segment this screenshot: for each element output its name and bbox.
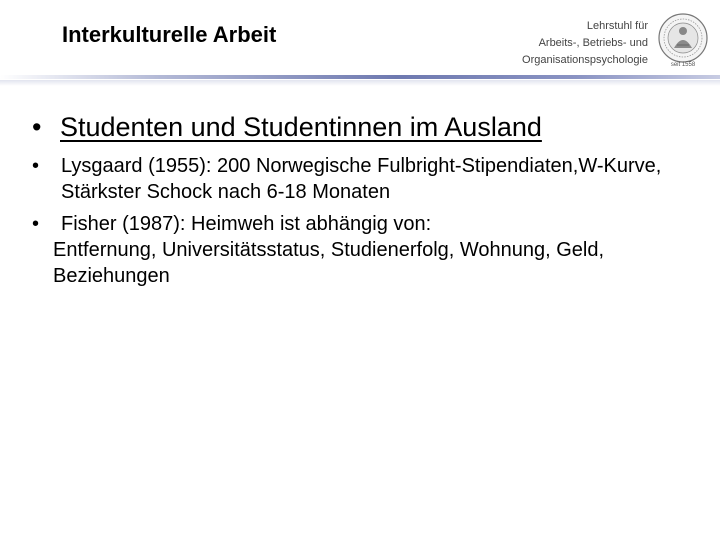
header-rule-shadow xyxy=(0,80,720,86)
list-item-continuation: Entfernung, Universitätsstatus, Studienerfolg, Wohnung, Geld, Beziehungen xyxy=(53,239,605,287)
heading-bullet: • xyxy=(32,112,42,142)
list-item xyxy=(32,153,692,205)
seal-caption: seit 1558 xyxy=(670,62,696,68)
chair-line: Lehrstuhl für xyxy=(586,20,648,32)
chair-line: Arbeits-, Betriebs- und xyxy=(538,37,648,49)
bullet-list xyxy=(32,153,692,289)
list-bullet: • xyxy=(32,213,40,235)
list-item xyxy=(32,211,692,289)
university-seal-icon xyxy=(655,12,711,68)
list-bullet: • xyxy=(32,155,40,177)
chair-name xyxy=(522,18,648,69)
list-item-text: Fisher (1987): Heimweh ist abhängig von: xyxy=(61,213,432,235)
header-rule xyxy=(0,75,720,79)
slide-heading xyxy=(32,112,542,143)
chair-line: Organisationspsychologie xyxy=(522,54,648,66)
list-item-text: Lysgaard (1955): 200 Norwegische Fulbright-Stipendiaten,W-Kurve, Stärkster Schock nach 6-18 Monaten xyxy=(61,155,662,203)
heading-text: Studenten und Studentinnen im Ausland xyxy=(60,112,542,142)
slide-header-title: Interkulturelle Arbeit xyxy=(62,22,277,47)
